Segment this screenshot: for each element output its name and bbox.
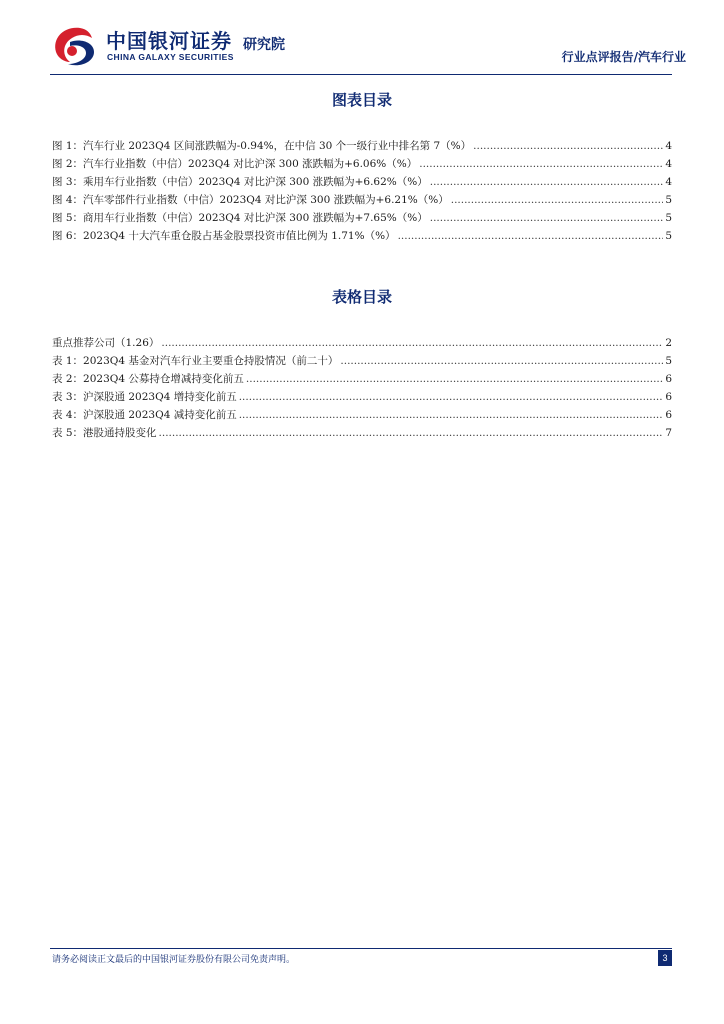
toc-entry-page: 2	[665, 337, 672, 349]
toc-entry-prefix: 表 1：	[52, 355, 84, 367]
report-type-label: 行业点评报告/汽车行业	[561, 50, 686, 64]
footer-divider	[50, 948, 672, 949]
figures-toc-title: 图表目录	[331, 91, 392, 109]
toc-entry-text: 汽车行业指数（中信）2023Q4 对比沪深 300 涨跌幅为+6.06%（%）	[83, 158, 418, 170]
toc-entry-page: 5	[665, 230, 672, 242]
toc-entry-prefix: 表 5：	[52, 427, 84, 439]
dot-leader	[159, 424, 664, 442]
dot-leader	[430, 173, 664, 191]
toc-entry-text: 重点推荐公司（1.26）	[52, 337, 160, 349]
toc-entry-page: 7	[665, 427, 672, 439]
dot-leader	[451, 191, 664, 209]
toc-entry-text: 商用车行业指数（中信）2023Q4 对比沪深 300 涨跌幅为+7.65%（%）	[83, 212, 428, 224]
toc-entry-page: 5	[665, 212, 672, 224]
toc-entry-figure-1[interactable]	[52, 137, 672, 155]
tables-toc-list	[52, 334, 672, 442]
toc-entry-page: 4	[665, 158, 672, 170]
tables-toc-title: 表格目录	[331, 288, 392, 306]
toc-entry-prefix: 表 2：	[52, 373, 84, 385]
toc-entry-prefix: 图 3：	[52, 176, 84, 188]
toc-entry-figure-2[interactable]	[52, 155, 672, 173]
toc-entry-prefix: 表 3：	[52, 391, 84, 403]
toc-entry-prefix: 表 4：	[52, 409, 84, 421]
header-divider	[50, 74, 672, 75]
toc-entry-table-5[interactable]	[52, 424, 672, 442]
toc-entry-figure-6[interactable]	[52, 227, 672, 245]
toc-entry-text: 沪深股通 2023Q4 增持变化前五	[83, 391, 237, 403]
dot-leader	[473, 137, 663, 155]
toc-entry-figure-3[interactable]	[52, 173, 672, 191]
toc-entry-page: 6	[665, 373, 672, 385]
dot-leader	[239, 388, 664, 406]
toc-entry-page: 5	[665, 194, 672, 206]
toc-entry-table-3[interactable]	[52, 388, 672, 406]
toc-entry-prefix: 图 6：	[52, 230, 84, 242]
dot-leader	[246, 370, 663, 388]
dot-leader	[430, 209, 664, 227]
logo-english-name: CHINA GALAXY SECURITIES	[107, 52, 234, 62]
toc-entry-table-4[interactable]	[52, 406, 672, 424]
toc-entry-prefix: 图 1：	[52, 140, 84, 152]
toc-entry-page: 5	[665, 355, 672, 367]
logo-chinese-name: 中国银河证券	[106, 29, 232, 53]
dot-leader	[419, 155, 663, 173]
toc-entry-text: 汽车行业 2023Q4 区间涨跌幅为-0.94%，在中信 30 个一级行业中排名第 7（%）	[83, 140, 472, 152]
toc-entry-key-companies[interactable]	[52, 334, 672, 352]
toc-entry-page: 6	[665, 391, 672, 403]
toc-entry-prefix: 图 5：	[52, 212, 84, 224]
toc-entry-text: 沪深股通 2023Q4 减持变化前五	[83, 409, 237, 421]
toc-entry-table-2[interactable]	[52, 370, 672, 388]
toc-entry-page: 6	[665, 409, 672, 421]
toc-entry-figure-4[interactable]	[52, 191, 672, 209]
toc-entry-text: 2023Q4 基金对汽车行业主要重仓持股情况（前二十）	[83, 355, 339, 367]
toc-entry-text: 2023Q4 公募持仓增减持变化前五	[83, 373, 244, 385]
dot-leader	[239, 406, 664, 424]
toc-entry-prefix: 图 4：	[52, 194, 84, 206]
toc-entry-text: 港股通持股变化	[83, 427, 157, 439]
toc-entry-table-1[interactable]	[52, 352, 672, 370]
toc-entry-text: 2023Q4 十大汽车重仓股占基金股票投资市值比例为 1.71%（%）	[83, 230, 396, 242]
dot-leader	[340, 352, 663, 370]
galaxy-logo-icon	[50, 24, 98, 68]
toc-entry-page: 4	[665, 176, 672, 188]
toc-entry-prefix: 图 2：	[52, 158, 84, 170]
institute-label: 研究院	[243, 37, 285, 53]
toc-entry-text: 乘用车行业指数（中信）2023Q4 对比沪深 300 涨跌幅为+6.62%（%）	[83, 176, 428, 188]
dot-leader	[161, 334, 663, 352]
page-header	[50, 22, 686, 74]
toc-entry-text: 汽车零部件行业指数（中信）2023Q4 对比沪深 300 涨跌幅为+6.21%（%）	[83, 194, 449, 206]
toc-entry-page: 4	[665, 140, 672, 152]
figures-toc-list	[52, 137, 672, 245]
page-number-badge: 3	[658, 950, 672, 966]
toc-entry-figure-5[interactable]	[52, 209, 672, 227]
dot-leader	[398, 227, 664, 245]
footer-disclaimer: 请务必阅读正文最后的中国银河证券股份有限公司免责声明。	[52, 955, 296, 965]
